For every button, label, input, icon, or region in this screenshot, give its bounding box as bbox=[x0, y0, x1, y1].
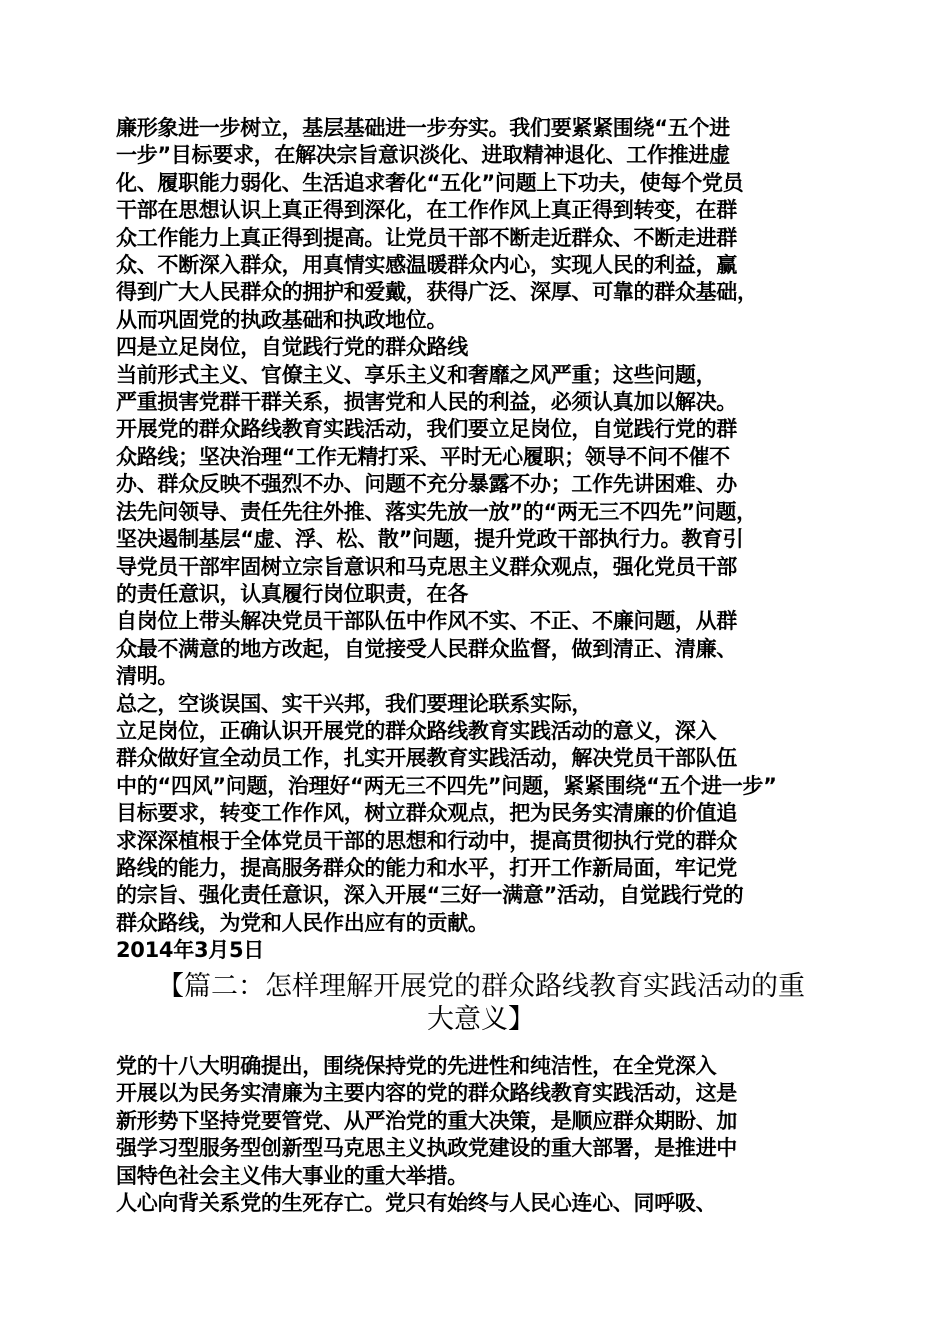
text-line: 求深深植根于全体党员干部的思想和行动中，提高贯彻执行党的群众 bbox=[116, 828, 737, 853]
text-line: 的责任意识，认真履行岗位职责，在各 bbox=[116, 581, 468, 606]
section-heading: 四是立足岗位，自觉践行党的群众路线 bbox=[116, 335, 468, 360]
text-line: 众最不满意的地方改起，自觉接受人民群众监督，做到清正、清廉、 bbox=[116, 636, 737, 661]
text-line: 众路线；坚决治理“工作无精打采、平时无心履职；领导不问不催不 bbox=[116, 444, 730, 469]
text-line: 路线的能力，提高服务群众的能力和水平，打开工作新局面，牢记党 bbox=[116, 855, 737, 880]
text-line: 一步”目标要求，在解决宗旨意识淡化、进取精神退化、工作推进虚 bbox=[116, 143, 730, 168]
text-line: 新形势下坚持党要管党、从严治党的重大决策，是顺应群众期盼、加 bbox=[116, 1108, 737, 1133]
text-line: 当前形式主义、官僚主义、享乐主义和奢靡之风严重；这些问题， bbox=[116, 362, 717, 387]
text-line: 党的十八大明确提出，围绕保持党的先进性和纯洁性，在全党深入 bbox=[116, 1054, 717, 1078]
text-line: 坚决遏制基层“虚、浮、松、散”问题，提升党政干部执行力。教育引 bbox=[116, 527, 744, 552]
text-line: 得到广大人民群众的拥护和爱戴，获得广泛、深厚、可靠的群众基础， bbox=[116, 280, 758, 305]
text-line: 总之，空谈误国、实干兴邦，我们要理论联系实际， bbox=[116, 691, 593, 716]
text-line: 办、群众反映不强烈不办、问题不充分暴露不办；工作先讲困难、办 bbox=[116, 472, 737, 497]
text-line: 清明。 bbox=[116, 664, 179, 689]
text-line: 中的“四风”问题，治理好“两无三不四先”问题，紧紧围绕“五个进一步” bbox=[116, 773, 777, 798]
text-line: 人心向背关系党的生死存亡。党只有始终与人民心连心、同呼吸、 bbox=[116, 1191, 717, 1216]
text-line: 开展以为民务实清廉为主要内容的党的群众路线教育实践活动，这是 bbox=[116, 1081, 737, 1106]
section-one bbox=[116, 115, 851, 965]
text-line: 强学习型服务型创新型马克思主义执政党建设的重大部署，是推进中 bbox=[116, 1136, 737, 1161]
text-line: 从而巩固党的执政基础和执政地位。 bbox=[116, 307, 448, 332]
text-line: 化、履职能力弱化、生活追求奢化“五化”问题上下功夫，使每个党员 bbox=[116, 170, 744, 195]
text-line: 众工作能力上真正得到提高。让党员干部不断走近群众、不断走进群 bbox=[116, 225, 737, 250]
title-line-1: 【篇二：怎样理解开展党的群众路线教育实践活动的重 bbox=[157, 971, 805, 1002]
section-two bbox=[116, 1053, 851, 1217]
text-line: 群众路线，为党和人民作出应有的贡献。 bbox=[116, 910, 489, 935]
article-title bbox=[116, 970, 846, 1036]
text-line: 开展党的群众路线教育实践活动，我们要立足岗位，自觉践行党的群 bbox=[116, 417, 737, 442]
text-line: 导党员干部牢固树立宗旨意识和马克思主义群众观点，强化党员干部 bbox=[116, 554, 737, 579]
text-line: 目标要求，转变工作作风，树立群众观点，把为民务实清廉的价值追 bbox=[116, 801, 737, 826]
text-line: 法先问领导、责任先往外推、落实先放一放”的“两无三不四先”问题， bbox=[116, 499, 757, 524]
text-line: 众、不断深入群众，用真情实感温暖群众内心，实现人民的利益，赢 bbox=[116, 253, 737, 278]
text-line: 廉形象进一步树立，基层基础进一步夯实。我们要紧紧围绕“五个进 bbox=[116, 116, 730, 140]
text-line: 自岗位上带头解决党员干部队伍中作风不实、不正、不廉问题，从群 bbox=[116, 609, 737, 634]
text-line: 国特色社会主义伟大事业的重大举措。 bbox=[116, 1163, 468, 1188]
text-line: 立足岗位，正确认识开展党的群众路线教育实践活动的意义，深入 bbox=[116, 718, 717, 743]
text-line: 干部在思想认识上真正得到深化，在工作作风上真正得到转变，在群 bbox=[116, 198, 737, 223]
text-line: 严重损害党群干群关系，损害党和人民的利益，必须认真加以解决。 bbox=[116, 390, 737, 415]
date-line: 2014年3月5日 bbox=[116, 938, 264, 963]
text-line: 群众做好宣全动员工作，扎实开展教育实践活动，解决党员干部队伍 bbox=[116, 746, 737, 771]
text-line: 的宗旨、强化责任意识，深入开展“三好一满意”活动，自觉践行党的 bbox=[116, 883, 744, 908]
title-line-2: 大意义】 bbox=[427, 1004, 535, 1035]
